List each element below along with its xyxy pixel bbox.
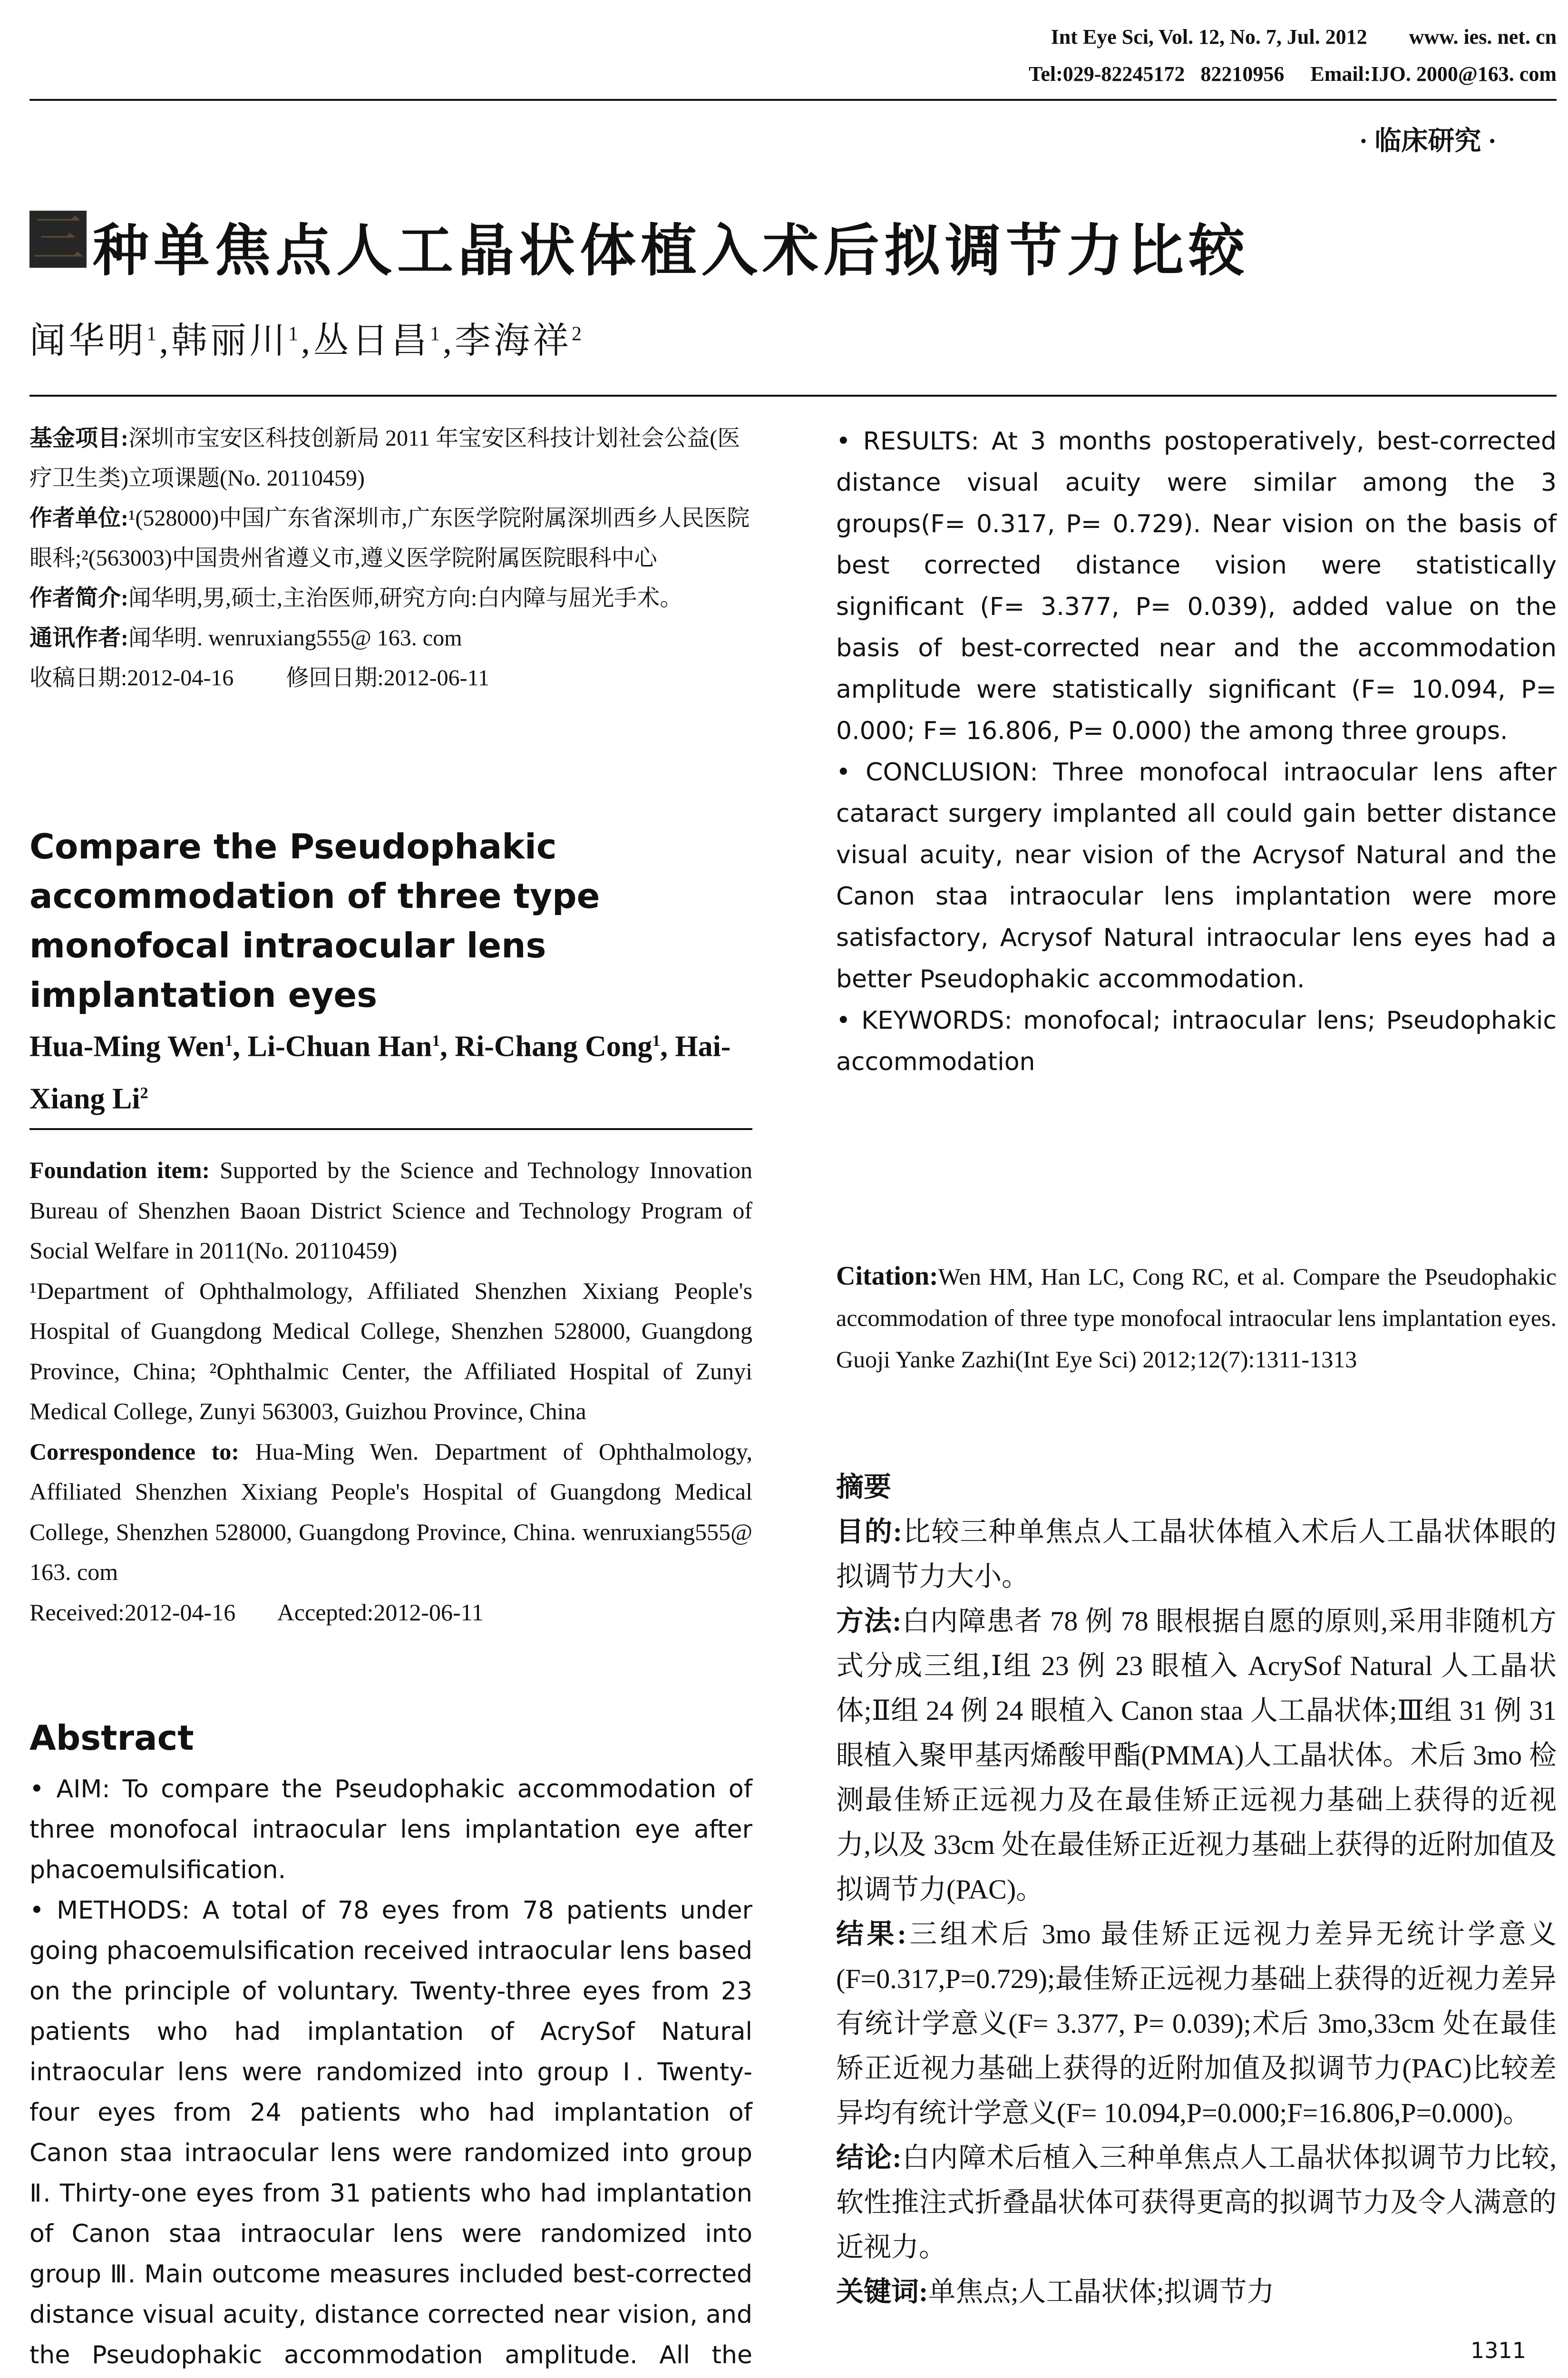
title-rule xyxy=(29,395,1557,397)
summary-aim-label: 目的: xyxy=(836,1516,902,1547)
abstract-keywords: • KEYWORDS: monofocal; intraocular lens; Pseudophakic accommodation xyxy=(836,1006,1557,1076)
fund-line xyxy=(29,419,752,498)
bio-label: 作者简介: xyxy=(29,585,128,611)
unit-line xyxy=(29,498,752,578)
author-en: Hua-Ming Wen xyxy=(29,1030,225,1063)
received-date-cn: 收稿日期:2012-04-16 xyxy=(29,665,234,691)
authors-en: Hua-Ming Wen$^1$, Li-Chuan Han$^1$, Ri-Chang Cong$^1$, Hai-Xiang Li$^2$ xyxy=(29,1030,731,1115)
bio-line xyxy=(29,578,752,618)
corr-line xyxy=(29,618,752,658)
author-cn: 李海祥 xyxy=(455,321,572,361)
affiliation-line xyxy=(29,1271,752,1432)
journal-contact-line: Tel:029-82245172 82210956 Email:IJO. 2000@163. com xyxy=(1029,62,1557,86)
summary-methods-label: 方法: xyxy=(836,1606,902,1637)
author-affiliation-mark: 1 xyxy=(430,323,443,345)
author-affiliation-mark: 1 xyxy=(146,323,159,345)
author-affiliation-mark: 2 xyxy=(572,323,584,345)
authors-rule xyxy=(29,1128,752,1130)
abstract-results: • RESULTS: At 3 months postoperatively, best-corrected distance visual acuity were similar among the 3 groups(F= 0.317, P= 0.729). Near vision on the basis of best corrected distance vision were statistically significant (F= 3.377, P= 0.039), added value on the basis of best-corrected near and the accommodation amplitude were statistically significant (F= 10.094, P= 0.000; F= 16.806, P= 0.000) the among three groups. xyxy=(836,427,1557,745)
abstract-left-column xyxy=(29,1769,752,2378)
author-en: Ri-Chang Cong xyxy=(455,1030,653,1063)
title-en: Compare the Pseudophakic accommodation of three type monofocal intraocular lens implantation eyes xyxy=(29,827,600,1015)
correspondence-line xyxy=(29,1432,752,1592)
abstract-methods: • METHODS: A total of 78 eyes from 78 patients under going phacoemulsification received intraocular lens based on the principle of voluntary. Twenty-three eyes from 23 patients who had implantation of AcrySof Natural intraocular lens were randomized into group Ⅰ. Twenty-four eyes from 24 patients who had implantation of Canon staa intraocular lens were randomized into group Ⅱ. Thirty-one eyes from 31 patients who had implantation of Canon staa intraocular lens were randomized into group Ⅲ. Main outcome measures included best-corrected distance visual acuity, distance corrected near vision, and the Pseudophakic accommodation amplitude. All the xyxy=(29,1896,752,2369)
abstract-conclusion: • CONCLUSION: Three monofocal intraocular lens after cataract surgery implanted all could gain better distance visual acuity, near vision of the Acrysof Natural and the Canon staa intraocular lens implantation were more satisfactory, Acrysof Natural intraocular lens eyes had a better Pseudophakic accommodation. xyxy=(836,758,1557,994)
author-en: Hai-Xiang Li xyxy=(29,1030,731,1115)
summary-results-text: 三组术后 3mo 最佳矫正远视力差异无统计学意义(F=0.317,P=0.729);最佳矫正远视力基础上获得的近视力差异有统计学意义(F= 3.377, P= 0.039);术后 3mo,33cm 处在最佳矫正近视力基础上获得的近附加值及拟调节力(PAC)比较差异均有统计学意义(F= 10.094,P=0.000;F=16.806,P=0.000)。 xyxy=(836,1919,1557,2128)
abstract-aim: • AIM: To compare the Pseudophakic accommodation of three monofocal intraocular lens implantation eye after phacoemulsification. xyxy=(29,1775,752,1884)
author-cn: 丛日昌 xyxy=(313,321,430,361)
abstract-right-column xyxy=(836,421,1557,1083)
corr-text: 闻华明. wenruxiang555@ 163. com xyxy=(128,625,462,651)
unit-label: 作者单位: xyxy=(29,506,128,531)
dates-line xyxy=(29,658,752,698)
summary-cn xyxy=(836,1465,1557,2314)
foundation-line xyxy=(29,1150,752,1271)
correspondence-text: Hua-Ming Wen. Department of Ophthalmology, Affiliated Shenzhen Xixiang People's Hospital of Guangdong Medical College, Shenzhen 528000, Guangdong Province, China. wenruxiang555@ 163. com xyxy=(29,1438,753,1585)
summary-conclusion xyxy=(836,2135,1557,2270)
summary-results xyxy=(836,1912,1557,2135)
page-number: 1311 xyxy=(1471,2338,1527,2363)
dates-line-en xyxy=(29,1592,752,1633)
section-tag: · 临床研究 · xyxy=(1359,127,1497,156)
received-date-en: Received:2012-04-16 xyxy=(29,1598,236,1626)
summary-keywords-text: 单焦点;人工晶状体;拟调节力 xyxy=(928,2276,1275,2307)
summary-conclusion-label: 结论: xyxy=(836,2142,902,2173)
author-affiliation-mark: 1 xyxy=(224,1032,233,1050)
article-meta-cn xyxy=(29,419,752,698)
summary-methods xyxy=(836,1599,1557,1912)
unit-text: ¹(528000)中国广东省深圳市,广东医学院附属深圳西乡人民医院眼科;²(563003)中国贵州省遵义市,遵义医学院附属医院眼科中心 xyxy=(29,506,750,571)
citation-text: Wen HM, Han LC, Cong RC, et al. Compare the Pseudophakic accommodation of three type monofocal intraocular lens implantation eyes. Guoji Yanke Zazhi(Int Eye Sci) 2012;12(7):1311-1313 xyxy=(836,1263,1557,1373)
fund-label: 基金项目: xyxy=(29,426,128,451)
title-initial-char: 三 xyxy=(32,210,84,268)
summary-keywords xyxy=(836,2270,1557,2314)
author-affiliation-mark: 1 xyxy=(432,1032,440,1050)
title-cn: 种单焦点人工晶状体植入术后拟调节力比较 xyxy=(93,220,1250,283)
citation xyxy=(836,1256,1557,1380)
bio-text: 闻华明,男,硕士,主治医师,研究方向:白内障与屈光手术。 xyxy=(128,585,683,611)
corr-label: 通讯作者: xyxy=(29,625,128,651)
foundation-label: Foundation item: xyxy=(29,1157,210,1183)
summary-aim-text: 比较三种单焦点人工晶状体植入术后人工晶状体眼的拟调节力大小。 xyxy=(836,1516,1557,1592)
fund-text: 深圳市宝安区科技创新局 2011 年宝安区科技计划社会公益(医疗卫生类)立项课题(No. 20110459) xyxy=(29,426,740,491)
author-affiliation-mark: 2 xyxy=(140,1084,148,1102)
article-meta-en xyxy=(29,1150,752,1632)
author-en: Li-Chuan Han xyxy=(247,1030,432,1063)
summary-heading: 摘要 xyxy=(836,1472,892,1502)
summary-results-label: 结果: xyxy=(836,1919,906,1949)
accepted-date-en: Accepted:2012-06-11 xyxy=(277,1598,484,1626)
revised-date-cn: 修回日期:2012-06-11 xyxy=(286,665,489,691)
authors-cn: 闻华明$^1$,韩丽川$^1$,丛日昌$^1$,李海祥$^2$ xyxy=(29,321,584,361)
summary-keywords-label: 关键词: xyxy=(836,2276,928,2307)
author-cn: 闻华明 xyxy=(29,321,146,361)
correspondence-label: Correspondence to: xyxy=(29,1438,239,1465)
affiliation-text: ¹Department of Ophthalmology, Affiliated Shenzhen Xixiang People's Hospital of Guangdong Medical College, Shenzhen 528000, Guangdong Province, China; ²Ophthalmic Center, the Affiliated Hospital of Zunyi Medical College, Zunyi 563003, Guizhou Province, China xyxy=(29,1277,752,1424)
header-rule xyxy=(29,99,1557,101)
summary-aim xyxy=(836,1510,1557,1599)
summary-methods-text: 白内障患者 78 例 78 眼根据自愿的原则,采用非随机方式分成三组,Ⅰ组 23 例 23 眼植入 AcrySof Natural 人工晶状体;Ⅱ组 24 例 24 眼植入 Canon staa 人工晶状体;Ⅲ组 31 例 31 眼植入聚甲基丙烯酸甲酯(PMMA)人工晶状体。术后 3mo 检测最佳矫正远视力及在最佳矫正远视力基础上获得的近视力,以及 33cm 处在最佳矫正近视力基础上获得的近附加值及拟调节力(PAC)。 xyxy=(836,1606,1557,1905)
author-affiliation-mark: 1 xyxy=(652,1032,661,1050)
citation-label: Citation: xyxy=(836,1261,938,1291)
foundation-text: Supported by the Science and Technology Innovation Bureau of Shenzhen Baoan District Science and Technology Program of Social Welfare in 2011(No. 20110459) xyxy=(29,1157,752,1264)
summary-conclusion-text: 白内障术后植入三种单焦点人工晶状体拟调节力比较,软性推注式折叠晶状体可获得更高的拟调节力及令人满意的近视力。 xyxy=(836,2142,1557,2262)
author-affiliation-mark: 1 xyxy=(288,323,301,345)
journal-header-line: Int Eye Sci, Vol. 12, No. 7, Jul. 2012 www. ies. net. cn xyxy=(1051,25,1557,49)
abstract-heading: Abstract xyxy=(29,1718,194,1758)
author-cn: 韩丽川 xyxy=(171,321,288,361)
